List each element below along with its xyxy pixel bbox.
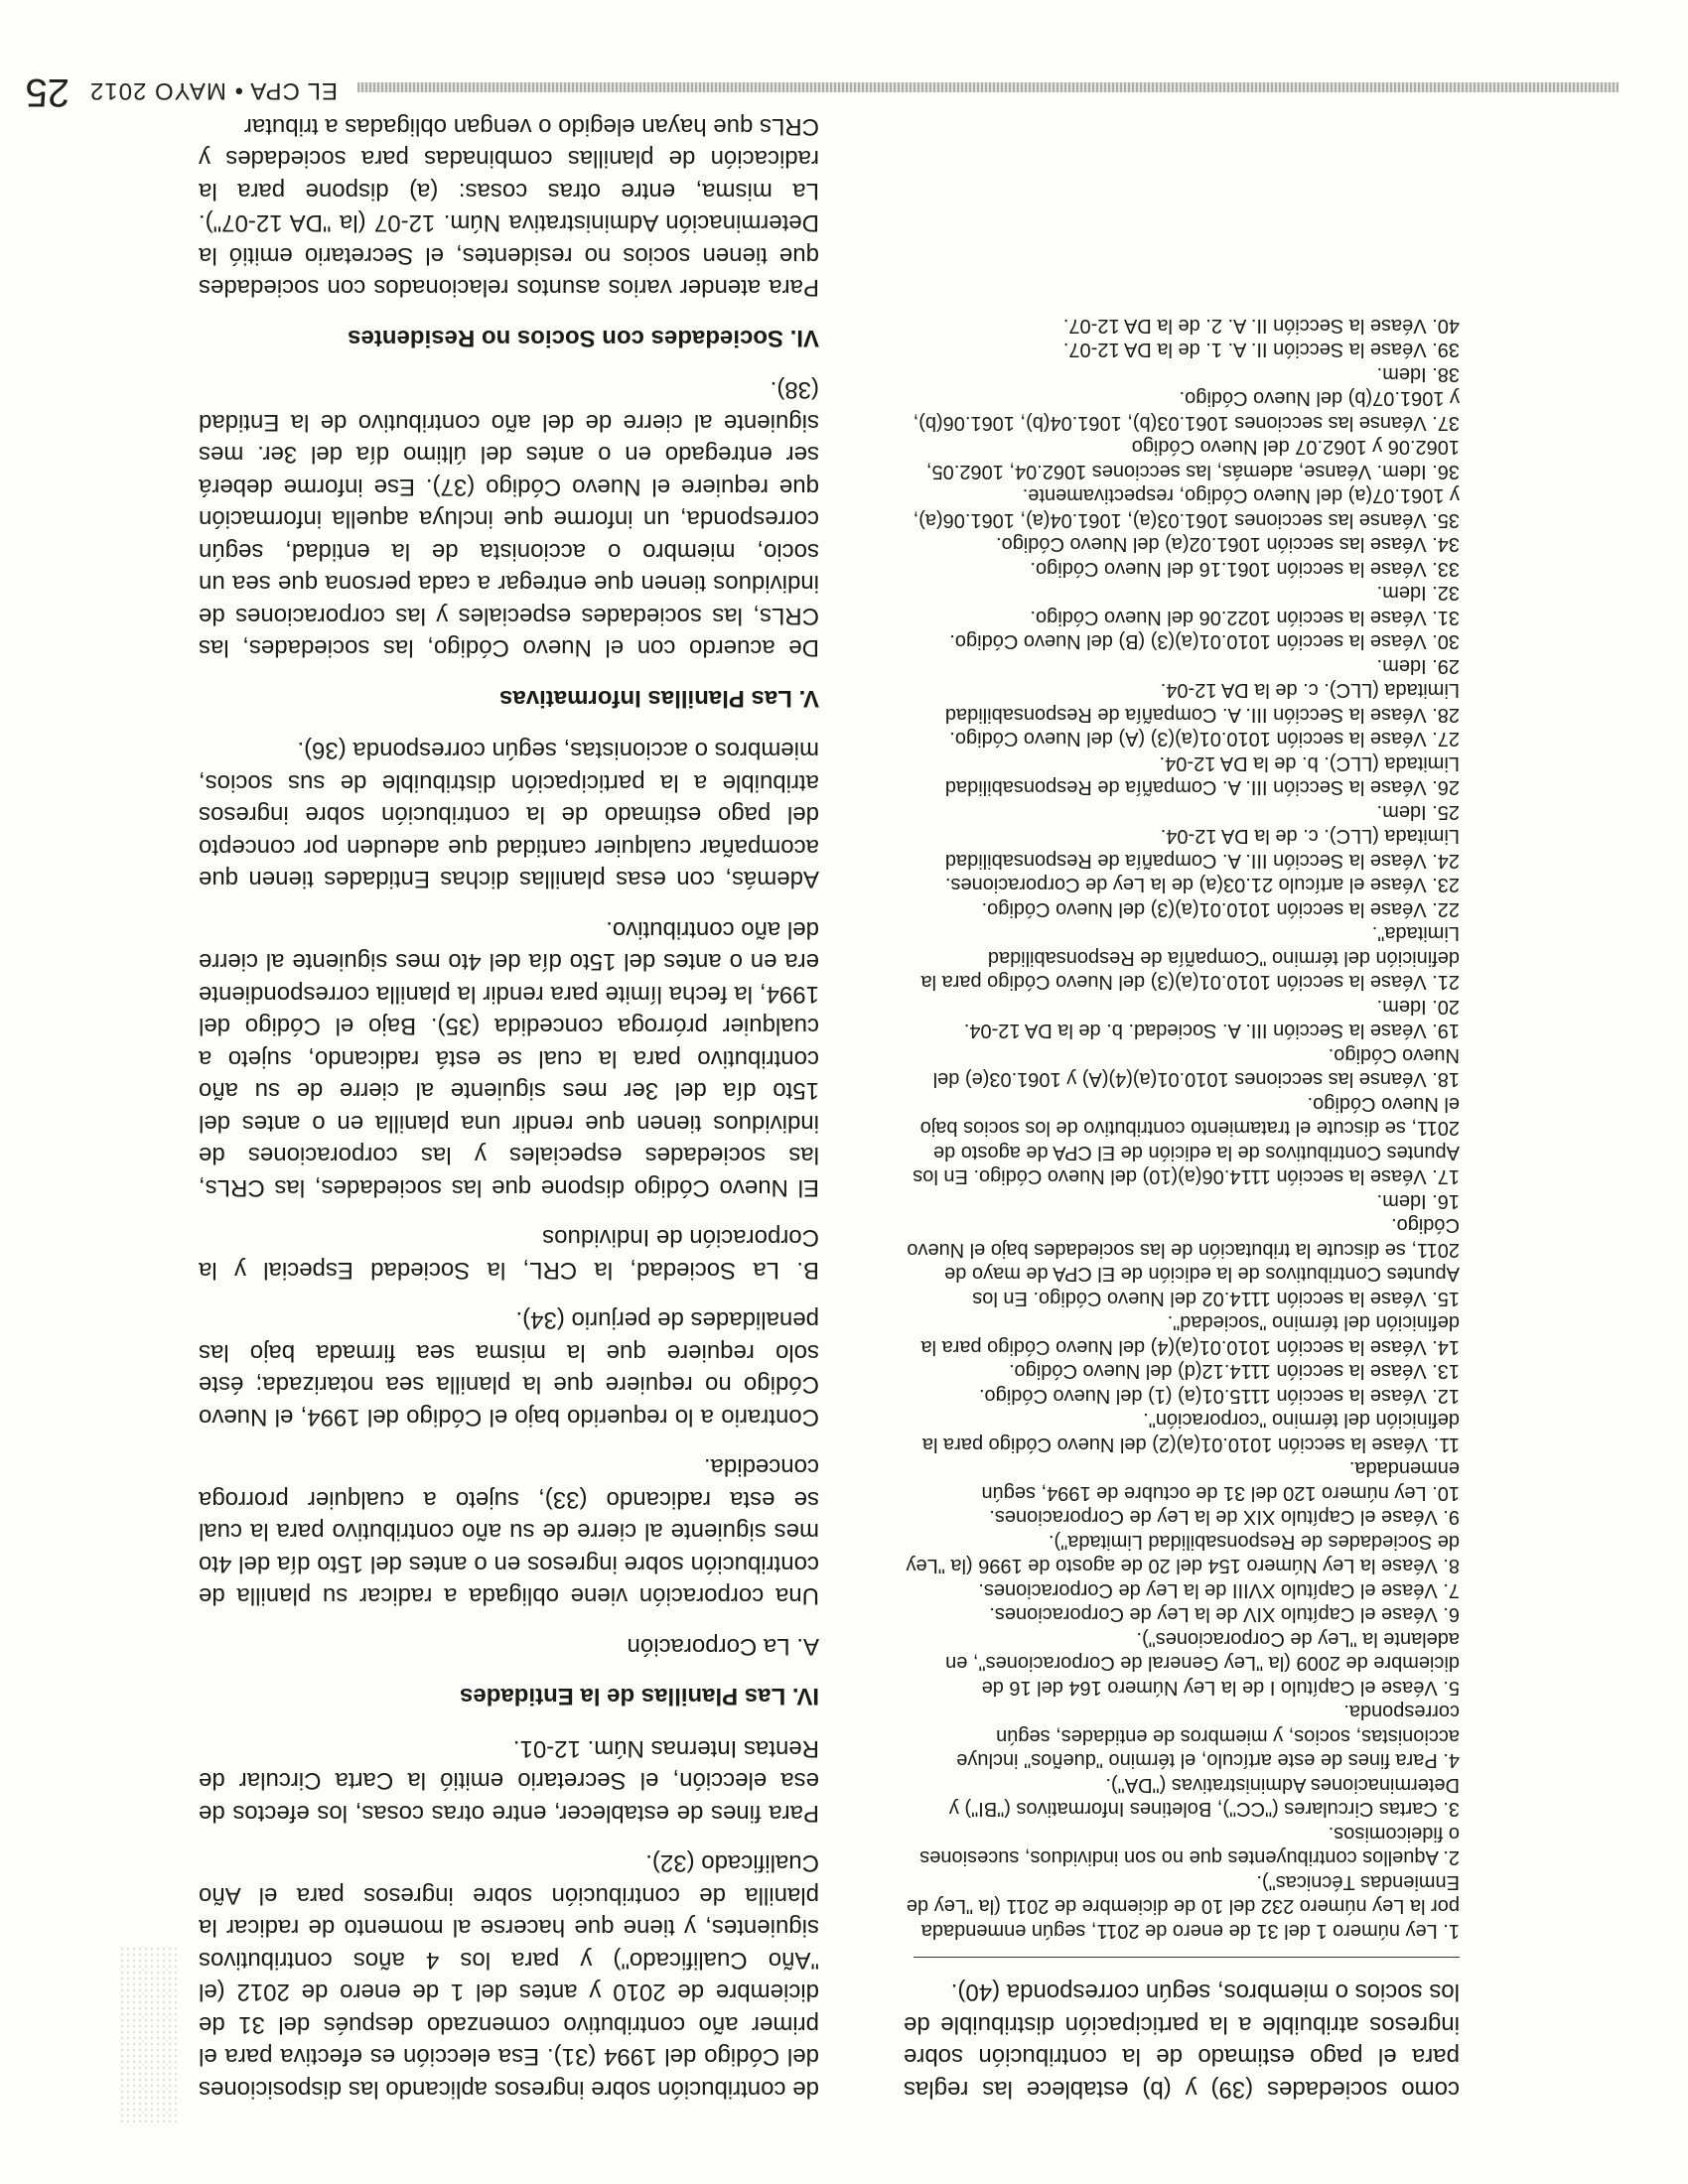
footnote: 5. Véase el Capítulo I de la Ley Número 164 del 16 de diciembre de 2009 (la "Ley General de Corporaciones", en adelante la "Ley de Corporaciones").: [945, 1628, 1460, 1699]
page-number: 25: [25, 70, 70, 114]
footnote: 25. Idem.: [1376, 801, 1460, 823]
footnote: 10. Ley número 120 del 31 de octubre de 1994, según enmendada.: [981, 1457, 1460, 1504]
footnote: 8. Véase la Ley Número 154 del 20 de agosto de 1996 (la "Ley de Sociedades de Responsabilidad Limitada").: [906, 1531, 1460, 1577]
footnote: 2. Aquellos contribuyentes que no son individuos, sucesiones o fideicomisos.: [919, 1823, 1460, 1869]
footnote: 27. Véase la sección 1010.01(a)(3) (A) del Nuevo Código.: [949, 728, 1460, 751]
footnote: 3. Cartas Circulares ("CC"), Boletines Informativos ("BI") y Determinaciones Administrativas ("DA").: [948, 1774, 1460, 1821]
footnote: 13. Véase la sección 1114.12(d) del Nuevo Código.: [1009, 1360, 1460, 1383]
footnote: 17. Véase la sección 1114.06(a)(10) del Nuevo Código. En los Apuntes Contributivos de la edición de El CPA de agosto de 2011, se discute el tratamiento contributivo de los socios bajo el Nuevo Código.: [913, 1093, 1460, 1188]
paragraph-election: de contribución sobre ingresos aplicando las disposiciones del Código del 1994 (31). Esa elección es efectiva para el primer año contributivo comenzado después del 31 de diciembre de 2010 y antes del 1 de enero de 2012 (el "Año Cualificado") y para los 4 años contributivos siguientes, y tiene que hacerse al momento de radicar la planilla de contribución sobre ingresos para el Año Cualificado (32).: [199, 1849, 819, 2103]
footnote: 26. Véase la Sección III. A. Compañía de Responsabilidad Limitada (LLC). b. de la DA 12-04.: [944, 752, 1460, 799]
footnote: 30. Véase la sección 1010.01(a)(3) (B) del Nuevo Código.: [949, 630, 1460, 653]
paragraph-estimated-payment: Además, con esas planillas dichas Entidades tienen que acompañar cualquier cantidad que adeuden por concepto del pago estimado de la contribución sobre ingresos atribuible a la participación distribuible de sus socios, miembros o accionistas, según corresponda (36).: [199, 737, 819, 893]
page-footer-bar: [25, 55, 1618, 114]
footnote: 4. Para fines de este artículo, el término "dueños" incluye accionistas, socios, y miembros de entidades, según corresponda.: [956, 1701, 1460, 1772]
footnote: 34. Véase las sección 1061.02(a) del Nuevo Código.: [996, 533, 1460, 556]
footnote: 31. Véase la sección 1022.06 del Nuevo Código.: [1030, 607, 1460, 628]
footnote: 33. Véase la sección 1061.16 del Nuevo Código.: [1030, 558, 1460, 580]
footnote: 11. Véase la sección 1010.01(a)(2) del Nuevo Código para la definición del término "corporación".: [921, 1409, 1460, 1455]
footnote: 32. Idem.: [1376, 582, 1460, 605]
footnote-divider: [914, 1957, 1460, 1958]
heading-section-iv: IV. Las Planillas de la Entidades: [460, 1683, 819, 1710]
footnote: 1. Ley número 1 del 31 de enero de 2011, según enmendada por la Ley número 232 del 10 de diciembre de 2011 (la "Ley de Enmiendas Técnicas").: [906, 1871, 1460, 1942]
footnote: 18. Véanse las secciones 1010.01(a)(4)(A) y 1061.03(e) del Nuevo Código.: [932, 1044, 1460, 1091]
decorative-rule: [357, 82, 1618, 92]
footnote: 15. Véase la sección 1114.02 del Nuevo Código. En los Apuntes Contributivos de la edición de El CPA de mayo de 2011, se discute la tributación de las sociedades bajo el Nuevo Código.: [907, 1214, 1460, 1309]
footnote: 24. Véase la Sección III. A. Compañía de Responsabilidad Limitada (LLC). c. de la DA 12-04.: [944, 825, 1460, 872]
footnote: 40. Véase la Sección II. A. 2. de la DA 12-07.: [1062, 315, 1460, 337]
heading-section-v: V. Las Planillas Informativas: [499, 685, 819, 712]
footnote: 12. Véase la sección 1115.01(a) (1) del Nuevo Código.: [979, 1385, 1460, 1407]
footnote: 22. Véase la sección 1010.01(a)(3) del Nuevo Código.: [981, 898, 1460, 920]
footnote: 7. Véase el Capítulo XVIII de la Ley de Corporaciones.: [978, 1579, 1460, 1601]
footnote: 35. Véanse las secciones 1061.03(a), 1061.04(a), 1061.06(a), y 1061.07(a) del Nuevo Código, respectivamente.: [913, 484, 1460, 531]
footnote: 20. Idem.: [1376, 996, 1460, 1018]
side-column: [904, 314, 1460, 2106]
footnote: 14. Véase la sección 1010.01(a)(4) del Nuevo Código para la definición del término "sociedad".: [920, 1311, 1460, 1358]
footnote: 36. Idem. Véanse, además, las secciones 1062.04, 1062.05, 1062.06 y 1062.07 del Nuevo Código: [925, 436, 1460, 482]
paragraph-informative-returns: De acuerdo con el Nuevo Código, las sociedades, las CRLs, las sociedades especiales y las corporaciones de individuos tienen que entregar a cada persona que sea un socio, miembro o accionista de la entidad, según corresponda, un informe que incluya aquella información que requiere el Nuevo Código (37). Ese informe deberá ser entregado en o antes del último día del 3er. mes siguiente al cierre de del año contributivo de la Entidad (38).: [199, 376, 819, 662]
main-column: [199, 92, 819, 2106]
heading-partnership: B. La Sociedad, la CRL, la Sociedad Especial y la Corporación de Individuos: [199, 1224, 819, 1284]
paragraph-partnership-return: El Nuevo Código dispone que las sociedades, las CRLs, las sociedades especiales y las corporaciones de individuos tienen que rendir una planilla en o antes del 15to día del 3er mes siguiente al cierre de su año contributivo para la cual se está radicando, sujeto a cualquier prórroga concedida (35). Bajo el Código del 1994, la fecha límite para rendir la planilla correspondiente era en o antes del 15to día del 4to mes siguiente al cierre del año contributivo.: [199, 916, 819, 1201]
paragraph-notarization: Contrario a lo requerido bajo el Código del 1994, el Nuevo Código no requiere que la planilla sea notarizada; éste solo requiere que la misma sea firmada bajo las penalidades de perjurio (34).: [199, 1306, 819, 1431]
paragraph-nonresident-partners: Para atender varios asuntos relacionados con sociedades que tienen socios no residentes, el Secretario emitió la Determinación Administrativa Núm. 12-07 (la "DA 12-07"). La misma, entre otras cosas: (a) dispone para la radicación de planillas combinadas para sociedades y CRLs que hayan elegido o vengan obligadas a tributar: [199, 113, 819, 302]
footnote: 21. Véase la sección 1010.01(a)(3) del Nuevo Código para la definición del término "Compañía de Responsabilidad Limitada".: [920, 922, 1460, 994]
footnote: 6. Véase el Capítulo XIV de la Ley de Corporaciones.: [989, 1603, 1460, 1626]
footnote: 29. Idem.: [1376, 655, 1460, 677]
footnote-list: [904, 314, 1460, 1944]
scan-edge-noise: [119, 1946, 179, 2124]
footnote: 19. Véase la Sección III. A. Sociedad. b. de la DA 12-04.: [963, 1020, 1460, 1042]
footnote: 23. Véase el artículo 21.03(a) de la Ley de Corporaciones.: [944, 874, 1460, 896]
running-title: EL CPA • MAYO 2012: [88, 77, 338, 104]
heading-corporation: A. La Corporación: [627, 1633, 819, 1660]
footnote: 16. Idem.: [1376, 1190, 1460, 1212]
paragraph-continuation: como sociedades (39) y (b) establece las reglas para el pago estimado de la contribución sobre ingresos atribuible a la participación distribuible de los socios o miembros, según corresponda (40).: [904, 1979, 1460, 2103]
footnote: 39. Véase la Sección II. A. 1. de la DA 12-07.: [1062, 339, 1460, 361]
paragraph-carta-circular: Para fines de establecer, entre otras cosas, los efectos de esa elección, el Secretario emitió la Carta Circular de Rentas Internas Núm. 12-01.: [199, 1735, 819, 1827]
footnote: 9. Véase el Capítulo XIX de la Ley de Corporaciones.: [989, 1506, 1460, 1529]
paragraph-corporation-return: Una corporación viene obligada a radicar su planilla de contribución sobre ingresos en o antes del 15to día del 4to mes siguiente al cierre de su año contributivo para la cual se esta radicando (33), sujeto a cualquier prorroga concedida.: [199, 1453, 819, 1610]
heading-section-vi: VI. Sociedades con Socios no Residentes: [348, 325, 819, 351]
footnote: 37. Véanse las secciones 1061.03(b), 1061.04(b), 1061.06(b), y 1061.07(b) del Nuevo Código.: [913, 387, 1460, 434]
footnote: 38. Idem.: [1376, 363, 1460, 385]
footnote: 28. Véase la Sección III. A. Compañía de Responsabilidad Limitada (LLC). c. de la DA 12-04.: [944, 679, 1460, 726]
